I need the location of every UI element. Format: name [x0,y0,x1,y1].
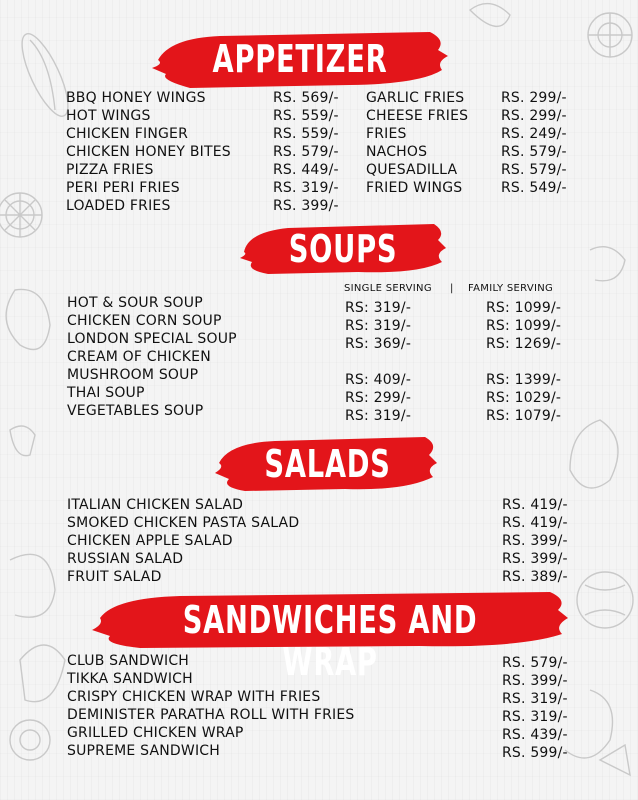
menu-item-name: MUSHROOM SOUP [67,367,199,383]
menu-item-name: CLUB SANDWICH [67,653,190,669]
menu-item-price: RS. 399/- [502,533,568,549]
menu-item-price: RS. 579/- [502,655,568,671]
menu-item-name: GARLIC FRIES [366,90,465,106]
menu-item-price: RS. 549/- [501,180,567,196]
menu-item-price: RS. 579/- [501,144,567,160]
menu-item-price: RS. 399/- [502,551,568,567]
soups-banner [238,218,448,278]
menu-item-name: DEMINISTER PARATHA ROLL WITH FRIES [67,707,355,723]
single-serving-price: RS: 409/- [345,372,412,388]
family-serving-price [486,353,561,371]
salads-banner [215,433,440,495]
menu-item-price: RS. 419/- [502,515,568,531]
appetizer-banner [150,30,450,90]
family-serving-price: RS: 1269/- [486,336,562,352]
menu-item-price: RS. 319/- [502,691,568,707]
menu-item-price: RS. 399/- [502,673,568,689]
section-title-salads: SALADS [264,442,391,486]
menu-item-price: RS. 319/- [273,180,339,196]
single-serving-price: RS: 319/- [345,408,412,424]
menu-item-name: FRIES [366,126,407,142]
menu-item-price: RS. 299/- [501,90,567,106]
menu-item-name: SMOKED CHICKEN PASTA SALAD [67,515,300,531]
family-serving-price: RS: 1399/- [486,372,562,388]
single-serving-price [345,353,411,371]
menu-item-name: RUSSIAN SALAD [67,551,184,567]
menu-item-name: ITALIAN CHICKEN SALAD [67,497,244,513]
family-serving-price: RS: 1079/- [486,408,562,424]
soups-single-prices [345,299,411,425]
menu-item-price: RS. 599/- [502,745,568,761]
soups-family-prices [486,299,561,425]
menu-item-name: HOT WINGS [66,108,151,124]
menu-item-price: RS. 579/- [501,162,567,178]
menu-item-name: NACHOS [366,144,428,160]
menu-item-name: CHICKEN CORN SOUP [67,313,222,329]
menu-item-name: CHICKEN APPLE SALAD [67,533,233,549]
soups-names [67,294,237,420]
menu-item-price: RS. 399/- [273,198,339,214]
appetizer-left-prices [273,89,339,215]
menu-item-name: CREAM OF CHICKEN [67,349,211,365]
menu-item-price: RS. 579/- [273,144,339,160]
menu-item-price: RS. 569/- [273,90,339,106]
family-serving-price: RS: 1099/- [486,318,562,334]
menu-item-name: QUESADILLA [366,162,458,178]
section-title-sandwiches: SANDWICHES AND WRAP [182,598,478,684]
menu-item-name: PIZZA FRIES [66,162,154,178]
menu-item-name: LONDON SPECIAL SOUP [67,331,237,347]
menu-item-name: FRUIT SALAD [67,569,162,585]
single-serving-header: SINGLE SERVING [344,283,432,294]
single-serving-price: RS: 299/- [345,390,412,406]
appetizer-right-names [366,89,468,197]
single-serving-price: RS: 319/- [345,318,412,334]
sandwiches-names [67,652,355,760]
sandwiches-prices [502,654,568,762]
menu-item-name: FRIED WINGS [366,180,463,196]
menu-item-price: RS. 449/- [273,162,339,178]
menu-item-name: TIKKA SANDWICH [67,671,193,687]
menu-item-name: BBQ HONEY WINGS [66,90,206,106]
menu-item-price: RS. 319/- [502,709,568,725]
menu-item-price: RS. 559/- [273,126,339,142]
section-title-soups: SOUPS [288,227,398,271]
appetizer-right-prices [501,89,567,197]
single-serving-price: RS: 319/- [345,300,412,316]
menu-item-name: CHICKEN HONEY BITES [66,144,231,160]
family-serving-price: RS: 1099/- [486,300,562,316]
menu-item-price: RS. 559/- [273,108,339,124]
menu-item-price: RS. 419/- [502,497,568,513]
menu-item-price: RS. 249/- [501,126,567,142]
menu-item-name: CHEESE FRIES [366,108,469,124]
section-title-appetizer: APPETIZER [212,37,388,81]
serving-separator: | [450,283,454,294]
menu-item-name: THAI SOUP [67,385,145,401]
salads-names [67,496,299,586]
menu-item-name: GRILLED CHICKEN WRAP [67,725,244,741]
menu-item-price: RS. 439/- [502,727,568,743]
menu-item-name: HOT & SOUR SOUP [67,295,203,311]
menu-item-name: VEGETABLES SOUP [67,403,204,419]
family-serving-header: FAMILY SERVING [468,283,554,294]
appetizer-left-names [66,89,231,215]
menu-item-name: LOADED FRIES [66,198,171,214]
family-serving-price: RS: 1029/- [486,390,562,406]
salads-prices [502,496,568,586]
menu-item-name: CRISPY CHICKEN WRAP WITH FRIES [67,689,321,705]
menu-item-name: CHICKEN FINGER [66,126,189,142]
menu-item-name: PERI PERI FRIES [66,180,180,196]
single-serving-price: RS: 369/- [345,336,412,352]
menu-item-price: RS. 389/- [502,569,568,585]
menu-item-name: SUPREME SANDWICH [67,743,220,759]
menu-item-price: RS. 299/- [501,108,567,124]
